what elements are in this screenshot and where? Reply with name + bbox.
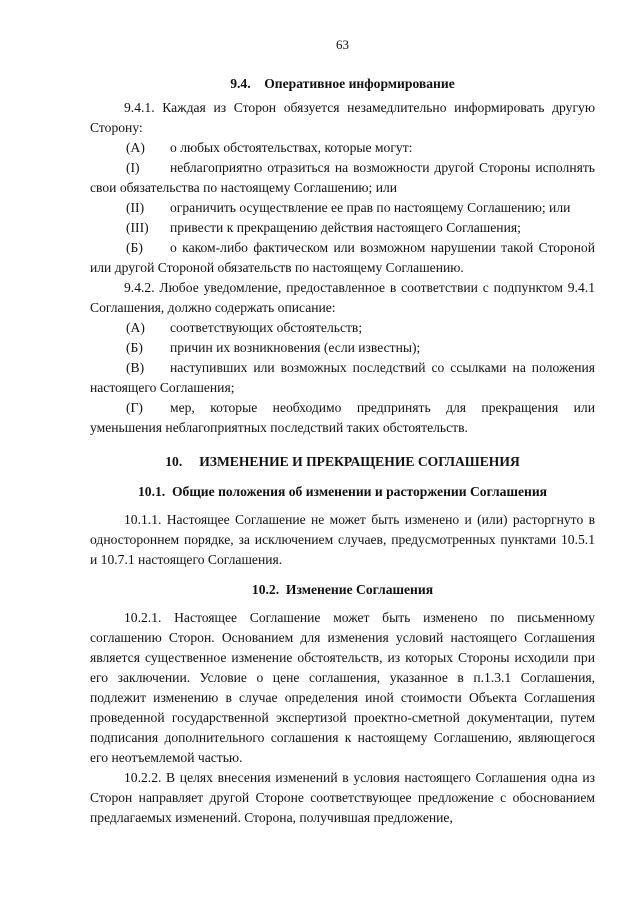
list-text: привести к прекращению действия настоящего Соглашения; xyxy=(170,220,521,235)
paragraph-10-2-1: 10.2.1. Настоящее Соглашение может быть изменено по письменному соглашению Сторон. Основанием для изменения условий настоящего Соглашения является существенное изменение обстоятельств, из которых Стороны исходили при его заключении. Условие о цене соглашения, указанное в п.1.3.1 Соглашения, подлежит изменению в случае определения иной стоимости Объекта Соглашения проведенной государственной экспертизой проектно-сметной документации, путем подписания дополнительного соглашения к настоящему Соглашению, являющегося его неотъемлемой частью. xyxy=(90,610,595,765)
section-heading-10-2: 10.2. Изменение Соглашения xyxy=(251,582,434,597)
paragraph-9-4-1: 9.4.1. Каждая из Сторон обязуется незамедлительно информировать другую Сторону: xyxy=(90,100,595,135)
section-heading-9-4: 9.4. Оперативное информирование xyxy=(230,76,455,91)
list-marker: (II) xyxy=(126,200,145,215)
list-item xyxy=(90,198,595,218)
page-number: 63 xyxy=(336,37,349,52)
list-marker: (А) xyxy=(126,140,145,155)
list-marker: (Б) xyxy=(126,340,143,355)
list-item xyxy=(90,238,595,278)
list-item xyxy=(90,218,595,238)
list-text: ограничить осуществление ее прав по настоящему Соглашению; или xyxy=(170,200,571,215)
list-item xyxy=(90,138,595,158)
section-heading-10-1: 10.1. Общие положения об изменении и расторжении Соглашения xyxy=(137,484,548,499)
list-text: наступивших или возможных последствий со ссылками на положения настоящего Соглашения; xyxy=(90,360,595,395)
list-item xyxy=(90,158,595,198)
list-marker: (III) xyxy=(126,220,149,235)
list-marker: (В) xyxy=(126,360,145,375)
chapter-heading-10: 10. ИЗМЕНЕНИЕ И ПРЕКРАЩЕНИЕ СОГЛАШЕНИЯ xyxy=(165,454,520,469)
list-text: неблагоприятно отразиться на возможности другой Стороны исполнять свои обязательства по настоящему Соглашению; или xyxy=(90,160,595,195)
list-text: о каком-либо фактическом или возможном нарушении такой Стороной или другой Стороной обязательств по настоящему Соглашению. xyxy=(90,240,595,275)
list-item xyxy=(90,338,595,358)
list-item xyxy=(90,358,595,398)
paragraph-10-1-1: 10.1.1. Настоящее Соглашение не может быть изменено и (или) расторгнуто в одностороннем порядке, за исключением случаев, предусмотренных пунктами 10.5.1 и 10.7.1 настоящего Соглашения. xyxy=(90,512,595,567)
list-text: о любых обстоятельствах, которые могут: xyxy=(170,140,413,155)
list-marker: (А) xyxy=(126,320,145,335)
list-marker: (Г) xyxy=(126,400,143,415)
paragraph-9-4-2: 9.4.2. Любое уведомление, предоставленное в соответствии с подпунктом 9.4.1 Соглашения, должно содержать описание: xyxy=(90,280,595,315)
paragraph-10-2-2: 10.2.2. В целях внесения изменений в условия настоящего Соглашения одна из Сторон направляет другой Стороне соответствующее предложение с обоснованием предлагаемых изменений. Сторона, получившая предложение, xyxy=(90,770,595,825)
list-text: мер, которые необходимо предпринять для прекращения или уменьшения неблагоприятных последствий таких обстоятельств. xyxy=(90,400,595,435)
list-text: причин их возникновения (если известны); xyxy=(170,340,421,355)
list-marker: (I) xyxy=(126,160,140,175)
document-page xyxy=(90,34,595,828)
list-item xyxy=(90,398,595,438)
list-marker: (Б) xyxy=(126,240,143,255)
list-text: соответствующих обстоятельств; xyxy=(170,320,363,335)
list-item xyxy=(90,318,595,338)
